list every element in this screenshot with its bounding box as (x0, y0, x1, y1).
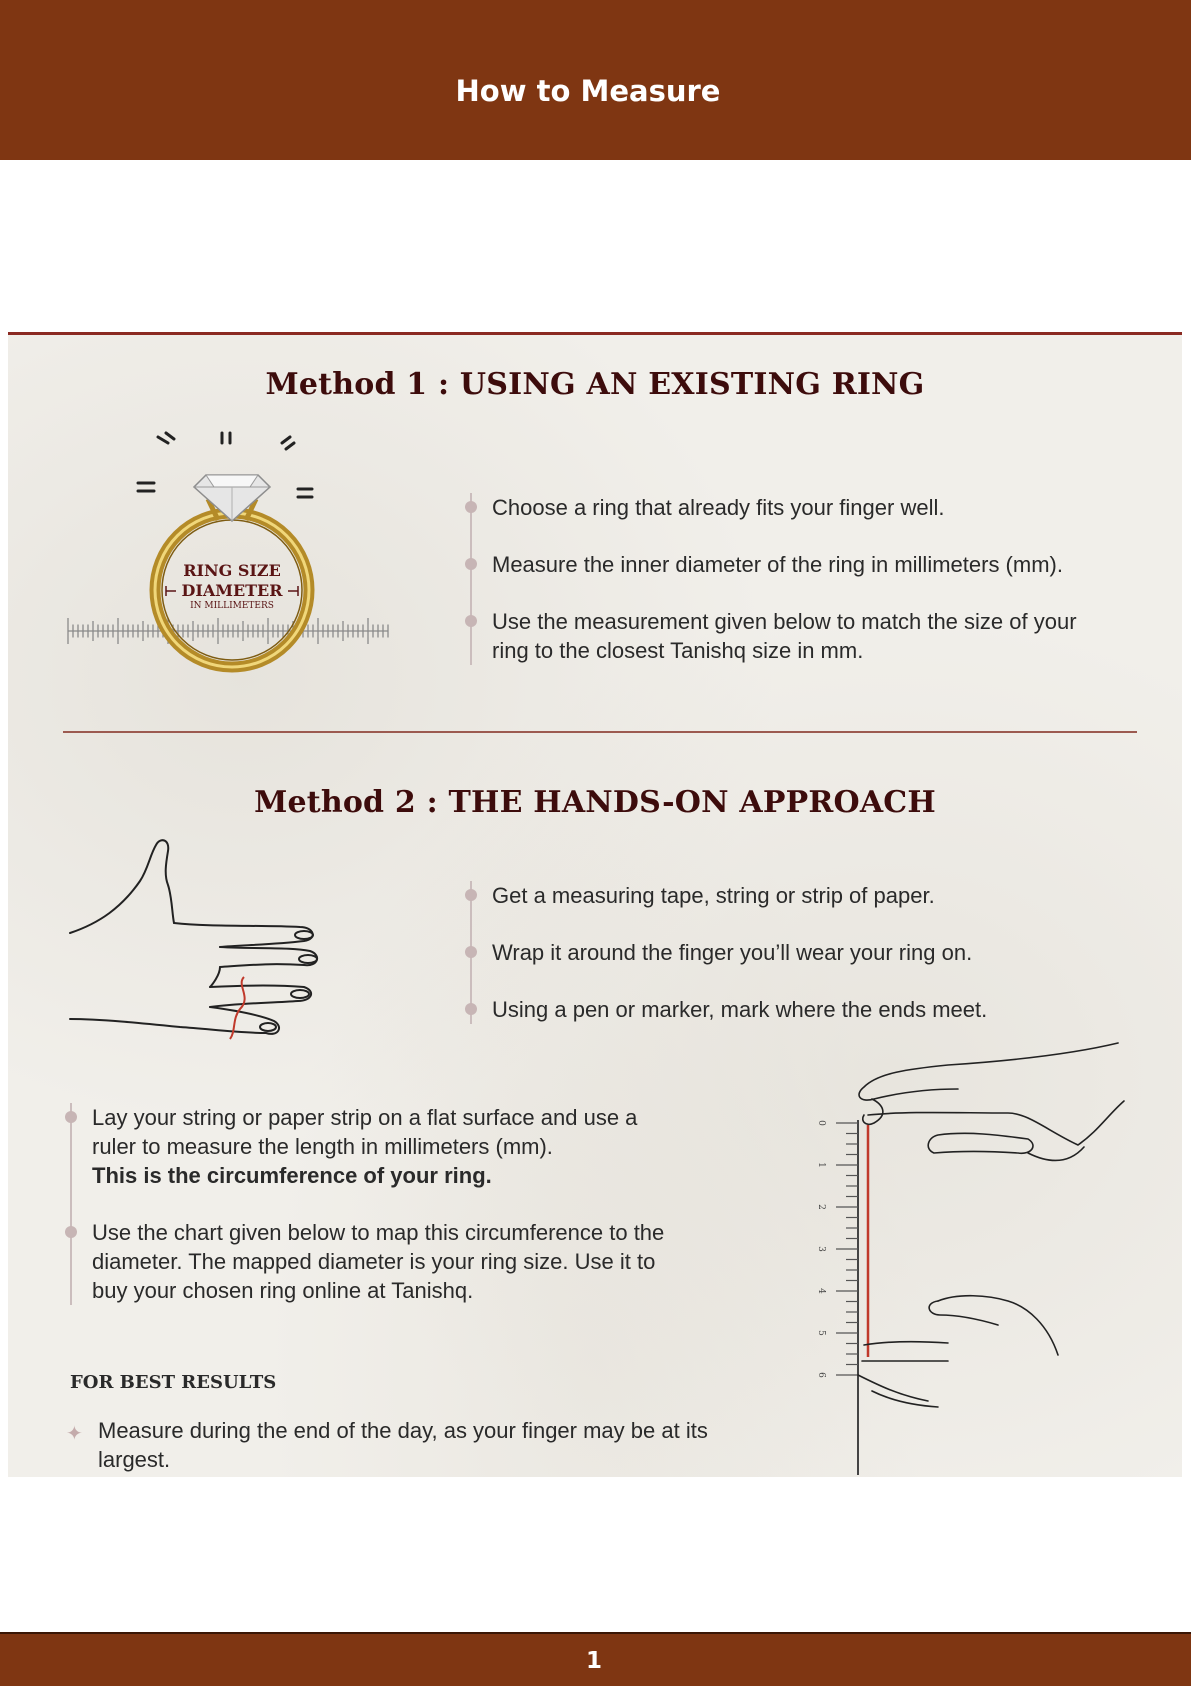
method1-bullet: Measure the inner diameter of the ring in millimeters (mm). (472, 550, 1092, 579)
method1-title: Method 1 : USING AN EXISTING RING (265, 367, 925, 402)
page-footer (0, 1632, 1191, 1686)
step1-text: Lay your string or paper strip on a flat surface and use a ruler to measure the length in millimeters (mm). (92, 1105, 638, 1159)
ring-size-label: RING SIZE (183, 561, 281, 580)
millimeters-label: IN MILLIMETERS (190, 601, 274, 611)
ruler-measuring-illustration (788, 1035, 1128, 1475)
ruler-tick-label: 2 (816, 1204, 826, 1210)
ring-illustration (58, 425, 418, 685)
section-divider (63, 731, 1137, 733)
method2-title: Method 2 : THE HANDS-ON APPROACH (254, 785, 936, 820)
ruler-tick-label: 0 (816, 1120, 826, 1126)
method1-bullet: Choose a ring that already fits your finger well. (472, 493, 1092, 522)
measure-step-1 (72, 1103, 682, 1190)
ruler-tick-label: 1 (816, 1162, 826, 1168)
measure-guide-panel (8, 332, 1182, 1477)
method2-bullet: Get a measuring tape, string or strip of paper. (472, 881, 1092, 910)
ruler-tick-label: 3 (816, 1246, 826, 1252)
ruler-tick-label: 4 (816, 1288, 826, 1294)
hand-wrap-illustration (60, 835, 360, 1065)
ruler-tick-label: 5 (816, 1330, 826, 1336)
method2-bullet: Wrap it around the finger you’ll wear your ring on. (472, 938, 1092, 967)
method2-bullet: Using a pen or marker, mark where the ends meet. (472, 995, 1092, 1024)
measure-steps (70, 1103, 682, 1305)
best-results-heading: FOR BEST RESULTS (70, 1372, 277, 1393)
method1-bullets (470, 493, 1092, 665)
ruler-icon (68, 618, 388, 644)
method1-bullet: Use the measurement given below to match the size of your ring to the closest Tanishq size in mm. (472, 607, 1092, 665)
sparkle-bullet-icon: ✦ (66, 1423, 83, 1445)
method2-bullets (470, 881, 1092, 1024)
step1-bold-text: This is the circumference of your ring. (92, 1163, 492, 1188)
header-title: How to Measure (455, 74, 721, 108)
best-results-tip: Measure during the end of the day, as your finger may be at its largest. (98, 1418, 708, 1472)
diameter-label: DIAMETER (181, 581, 283, 600)
step2-text: Use the chart given below to map this circumference to the diameter. The mapped diameter is your ring size. Use it to buy your chosen ring online at Tanishq. (92, 1220, 665, 1303)
page-number: 1 (585, 1648, 602, 1674)
page-header (0, 0, 1191, 160)
measure-step-2 (72, 1218, 682, 1305)
ruler-tick-label: 6 (816, 1372, 826, 1378)
